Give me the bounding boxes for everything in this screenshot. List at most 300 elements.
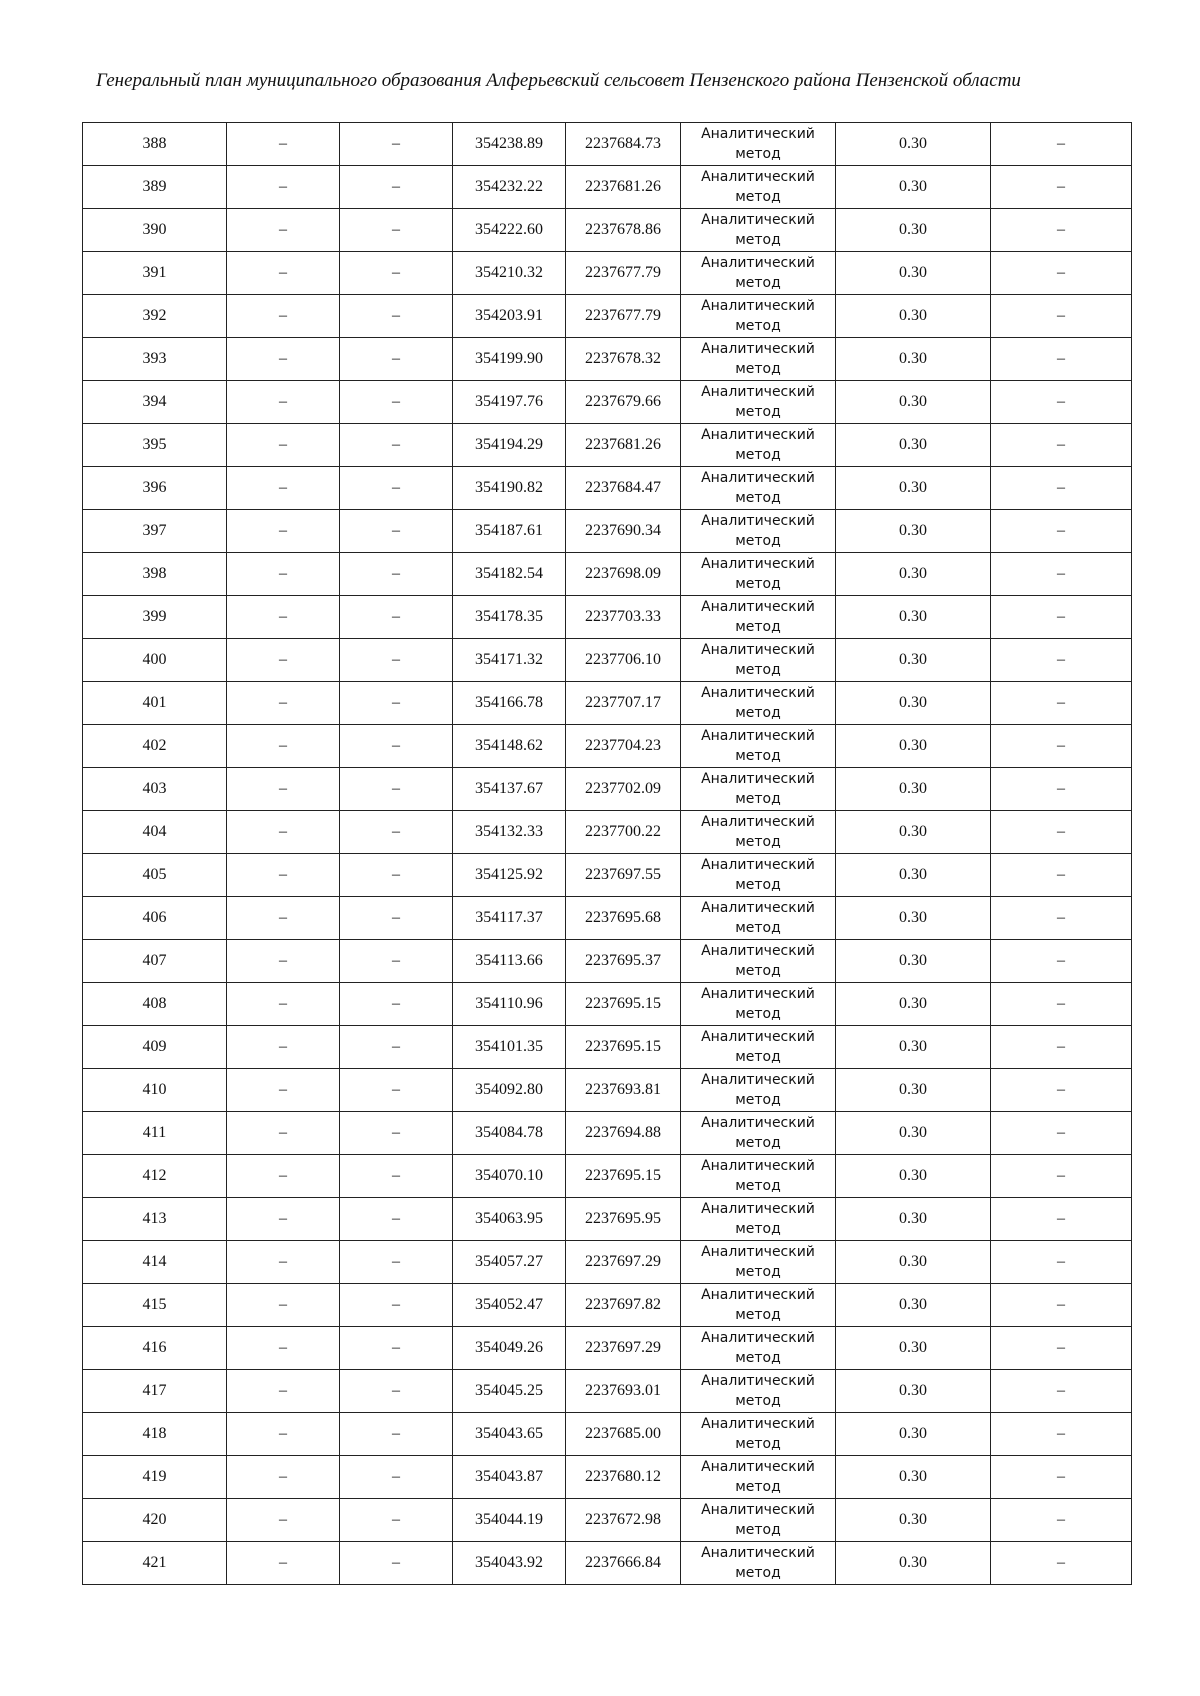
point-number-cell: 403 bbox=[83, 768, 227, 811]
x-coordinate-cell: 354132.33 bbox=[453, 811, 566, 854]
point-number-cell: 395 bbox=[83, 424, 227, 467]
method-text: метод bbox=[735, 1307, 781, 1323]
method-text: Аналитический bbox=[701, 1115, 815, 1131]
accuracy-cell: 0.30 bbox=[836, 897, 991, 940]
point-number-cell: 409 bbox=[83, 1026, 227, 1069]
empty-cell: – bbox=[991, 682, 1132, 725]
method-text: Аналитический bbox=[701, 470, 815, 486]
method-text: метод bbox=[735, 1135, 781, 1151]
method-text: Аналитический bbox=[701, 255, 815, 271]
accuracy-cell: 0.30 bbox=[836, 1499, 991, 1542]
empty-cell: – bbox=[340, 1456, 453, 1499]
table-row bbox=[83, 1112, 1132, 1155]
method-cell bbox=[681, 1112, 836, 1155]
point-number-cell: 415 bbox=[83, 1284, 227, 1327]
method-cell bbox=[681, 854, 836, 897]
accuracy-cell: 0.30 bbox=[836, 1413, 991, 1456]
x-coordinate-cell: 354049.26 bbox=[453, 1327, 566, 1370]
method-cell bbox=[681, 940, 836, 983]
method-text: метод bbox=[735, 576, 781, 592]
method-cell bbox=[681, 123, 836, 166]
point-number-cell: 396 bbox=[83, 467, 227, 510]
x-coordinate-cell: 354190.82 bbox=[453, 467, 566, 510]
x-coordinate-cell: 354199.90 bbox=[453, 338, 566, 381]
method-text: метод bbox=[735, 1522, 781, 1538]
method-text: Аналитический bbox=[701, 1330, 815, 1346]
x-coordinate-cell: 354063.95 bbox=[453, 1198, 566, 1241]
empty-cell: – bbox=[340, 854, 453, 897]
empty-cell: – bbox=[340, 1241, 453, 1284]
empty-cell: – bbox=[991, 1413, 1132, 1456]
y-coordinate-cell: 2237698.09 bbox=[566, 553, 681, 596]
empty-cell: – bbox=[340, 725, 453, 768]
accuracy-cell: 0.30 bbox=[836, 1542, 991, 1585]
accuracy-cell: 0.30 bbox=[836, 639, 991, 682]
empty-cell: – bbox=[227, 940, 340, 983]
empty-cell: – bbox=[340, 424, 453, 467]
method-cell bbox=[681, 510, 836, 553]
method-text: Аналитический bbox=[701, 986, 815, 1002]
accuracy-cell: 0.30 bbox=[836, 983, 991, 1026]
y-coordinate-cell: 2237704.23 bbox=[566, 725, 681, 768]
table-row bbox=[83, 1241, 1132, 1284]
x-coordinate-cell: 354197.76 bbox=[453, 381, 566, 424]
accuracy-cell: 0.30 bbox=[836, 725, 991, 768]
point-number-cell: 400 bbox=[83, 639, 227, 682]
accuracy-cell: 0.30 bbox=[836, 1241, 991, 1284]
accuracy-cell: 0.30 bbox=[836, 209, 991, 252]
method-text: метод bbox=[735, 791, 781, 807]
x-coordinate-cell: 354113.66 bbox=[453, 940, 566, 983]
method-text: метод bbox=[735, 404, 781, 420]
y-coordinate-cell: 2237672.98 bbox=[566, 1499, 681, 1542]
empty-cell: – bbox=[227, 983, 340, 1026]
x-coordinate-cell: 354101.35 bbox=[453, 1026, 566, 1069]
method-cell bbox=[681, 209, 836, 252]
empty-cell: – bbox=[227, 897, 340, 940]
point-number-cell: 391 bbox=[83, 252, 227, 295]
point-number-cell: 413 bbox=[83, 1198, 227, 1241]
empty-cell: – bbox=[227, 1456, 340, 1499]
empty-cell: – bbox=[340, 1413, 453, 1456]
empty-cell: – bbox=[340, 467, 453, 510]
empty-cell: – bbox=[991, 811, 1132, 854]
y-coordinate-cell: 2237702.09 bbox=[566, 768, 681, 811]
empty-cell: – bbox=[991, 1370, 1132, 1413]
y-coordinate-cell: 2237677.79 bbox=[566, 252, 681, 295]
method-text: метод bbox=[735, 1479, 781, 1495]
point-number-cell: 394 bbox=[83, 381, 227, 424]
x-coordinate-cell: 354044.19 bbox=[453, 1499, 566, 1542]
y-coordinate-cell: 2237703.33 bbox=[566, 596, 681, 639]
x-coordinate-cell: 354117.37 bbox=[453, 897, 566, 940]
empty-cell: – bbox=[340, 1155, 453, 1198]
y-coordinate-cell: 2237697.82 bbox=[566, 1284, 681, 1327]
empty-cell: – bbox=[227, 295, 340, 338]
table-row bbox=[83, 682, 1132, 725]
method-text: метод bbox=[735, 834, 781, 850]
y-coordinate-cell: 2237695.15 bbox=[566, 1155, 681, 1198]
table-row bbox=[83, 338, 1132, 381]
empty-cell: – bbox=[340, 1370, 453, 1413]
method-text: Аналитический bbox=[701, 900, 815, 916]
empty-cell: – bbox=[340, 209, 453, 252]
method-text: метод bbox=[735, 146, 781, 162]
empty-cell: – bbox=[227, 596, 340, 639]
table-row bbox=[83, 381, 1132, 424]
y-coordinate-cell: 2237679.66 bbox=[566, 381, 681, 424]
empty-cell: – bbox=[991, 123, 1132, 166]
x-coordinate-cell: 354210.32 bbox=[453, 252, 566, 295]
method-text: Аналитический bbox=[701, 642, 815, 658]
point-number-cell: 417 bbox=[83, 1370, 227, 1413]
empty-cell: – bbox=[991, 252, 1132, 295]
accuracy-cell: 0.30 bbox=[836, 1370, 991, 1413]
empty-cell: – bbox=[227, 1284, 340, 1327]
method-text: Аналитический bbox=[701, 943, 815, 959]
method-text: Аналитический bbox=[701, 685, 815, 701]
x-coordinate-cell: 354178.35 bbox=[453, 596, 566, 639]
point-number-cell: 411 bbox=[83, 1112, 227, 1155]
method-text: Аналитический bbox=[701, 341, 815, 357]
method-text: Аналитический bbox=[701, 814, 815, 830]
empty-cell: – bbox=[227, 639, 340, 682]
method-cell bbox=[681, 295, 836, 338]
accuracy-cell: 0.30 bbox=[836, 338, 991, 381]
y-coordinate-cell: 2237684.73 bbox=[566, 123, 681, 166]
table-row bbox=[83, 1542, 1132, 1585]
empty-cell: – bbox=[340, 1284, 453, 1327]
method-cell bbox=[681, 811, 836, 854]
empty-cell: – bbox=[340, 639, 453, 682]
empty-cell: – bbox=[991, 854, 1132, 897]
table-row bbox=[83, 1413, 1132, 1456]
method-text: Аналитический bbox=[701, 1502, 815, 1518]
x-coordinate-cell: 354182.54 bbox=[453, 553, 566, 596]
x-coordinate-cell: 354043.87 bbox=[453, 1456, 566, 1499]
empty-cell: – bbox=[991, 510, 1132, 553]
table-row bbox=[83, 1499, 1132, 1542]
y-coordinate-cell: 2237706.10 bbox=[566, 639, 681, 682]
empty-cell: – bbox=[227, 209, 340, 252]
empty-cell: – bbox=[340, 1499, 453, 1542]
method-text: метод bbox=[735, 1350, 781, 1366]
method-text: метод bbox=[735, 1264, 781, 1280]
empty-cell: – bbox=[340, 1542, 453, 1585]
empty-cell: – bbox=[991, 940, 1132, 983]
empty-cell: – bbox=[227, 854, 340, 897]
table-row bbox=[83, 1155, 1132, 1198]
point-number-cell: 389 bbox=[83, 166, 227, 209]
empty-cell: – bbox=[227, 1155, 340, 1198]
empty-cell: – bbox=[227, 725, 340, 768]
x-coordinate-cell: 354045.25 bbox=[453, 1370, 566, 1413]
empty-cell: – bbox=[227, 553, 340, 596]
y-coordinate-cell: 2237695.15 bbox=[566, 1026, 681, 1069]
method-text: метод bbox=[735, 1178, 781, 1194]
table-row bbox=[83, 811, 1132, 854]
empty-cell: – bbox=[227, 1542, 340, 1585]
method-text: Аналитический bbox=[701, 1416, 815, 1432]
method-text: метод bbox=[735, 1006, 781, 1022]
method-text: метод bbox=[735, 490, 781, 506]
empty-cell: – bbox=[991, 897, 1132, 940]
empty-cell: – bbox=[227, 1499, 340, 1542]
method-text: метод bbox=[735, 920, 781, 936]
point-number-cell: 408 bbox=[83, 983, 227, 1026]
method-text: Аналитический bbox=[701, 1158, 815, 1174]
accuracy-cell: 0.30 bbox=[836, 510, 991, 553]
x-coordinate-cell: 354232.22 bbox=[453, 166, 566, 209]
x-coordinate-cell: 354137.67 bbox=[453, 768, 566, 811]
empty-cell: – bbox=[227, 682, 340, 725]
method-text: метод bbox=[735, 877, 781, 893]
empty-cell: – bbox=[340, 252, 453, 295]
empty-cell: – bbox=[340, 1069, 453, 1112]
empty-cell: – bbox=[340, 510, 453, 553]
empty-cell: – bbox=[227, 252, 340, 295]
x-coordinate-cell: 354148.62 bbox=[453, 725, 566, 768]
method-text: Аналитический bbox=[701, 1459, 815, 1475]
empty-cell: – bbox=[991, 1499, 1132, 1542]
empty-cell: – bbox=[340, 381, 453, 424]
empty-cell: – bbox=[227, 1241, 340, 1284]
empty-cell: – bbox=[340, 811, 453, 854]
point-number-cell: 399 bbox=[83, 596, 227, 639]
method-text: Аналитический bbox=[701, 556, 815, 572]
table-row bbox=[83, 209, 1132, 252]
method-cell bbox=[681, 725, 836, 768]
x-coordinate-cell: 354043.92 bbox=[453, 1542, 566, 1585]
empty-cell: – bbox=[227, 1112, 340, 1155]
method-text: Аналитический bbox=[701, 728, 815, 744]
y-coordinate-cell: 2237695.15 bbox=[566, 983, 681, 1026]
x-coordinate-cell: 354043.65 bbox=[453, 1413, 566, 1456]
method-text: метод bbox=[735, 705, 781, 721]
point-number-cell: 405 bbox=[83, 854, 227, 897]
x-coordinate-cell: 354203.91 bbox=[453, 295, 566, 338]
empty-cell: – bbox=[991, 725, 1132, 768]
x-coordinate-cell: 354194.29 bbox=[453, 424, 566, 467]
method-text: Аналитический bbox=[701, 1244, 815, 1260]
method-cell bbox=[681, 381, 836, 424]
method-cell bbox=[681, 1198, 836, 1241]
empty-cell: – bbox=[340, 682, 453, 725]
method-text: Аналитический bbox=[701, 427, 815, 443]
x-coordinate-cell: 354084.78 bbox=[453, 1112, 566, 1155]
point-number-cell: 406 bbox=[83, 897, 227, 940]
x-coordinate-cell: 354052.47 bbox=[453, 1284, 566, 1327]
method-cell bbox=[681, 1456, 836, 1499]
empty-cell: – bbox=[227, 166, 340, 209]
accuracy-cell: 0.30 bbox=[836, 1112, 991, 1155]
empty-cell: – bbox=[991, 596, 1132, 639]
method-cell bbox=[681, 682, 836, 725]
y-coordinate-cell: 2237694.88 bbox=[566, 1112, 681, 1155]
table-row bbox=[83, 510, 1132, 553]
empty-cell: – bbox=[991, 424, 1132, 467]
x-coordinate-cell: 354092.80 bbox=[453, 1069, 566, 1112]
empty-cell: – bbox=[340, 897, 453, 940]
point-number-cell: 412 bbox=[83, 1155, 227, 1198]
method-cell bbox=[681, 1026, 836, 1069]
x-coordinate-cell: 354222.60 bbox=[453, 209, 566, 252]
method-cell bbox=[681, 1155, 836, 1198]
method-text: Аналитический bbox=[701, 599, 815, 615]
empty-cell: – bbox=[991, 166, 1132, 209]
page-header: Генеральный план муниципального образования Алферьевский сельсовет Пензенского района Пензенской области bbox=[96, 70, 1021, 91]
accuracy-cell: 0.30 bbox=[836, 1069, 991, 1112]
point-number-cell: 410 bbox=[83, 1069, 227, 1112]
empty-cell: – bbox=[991, 1155, 1132, 1198]
y-coordinate-cell: 2237700.22 bbox=[566, 811, 681, 854]
y-coordinate-cell: 2237697.55 bbox=[566, 854, 681, 897]
x-coordinate-cell: 354171.32 bbox=[453, 639, 566, 682]
method-text: Аналитический bbox=[701, 1029, 815, 1045]
y-coordinate-cell: 2237697.29 bbox=[566, 1241, 681, 1284]
method-text: метод bbox=[735, 1092, 781, 1108]
x-coordinate-cell: 354070.10 bbox=[453, 1155, 566, 1198]
y-coordinate-cell: 2237697.29 bbox=[566, 1327, 681, 1370]
x-coordinate-cell: 354110.96 bbox=[453, 983, 566, 1026]
method-text: метод bbox=[735, 447, 781, 463]
method-text: Аналитический bbox=[701, 1545, 815, 1561]
empty-cell: – bbox=[340, 338, 453, 381]
method-cell bbox=[681, 252, 836, 295]
method-text: Аналитический bbox=[701, 513, 815, 529]
method-cell bbox=[681, 1413, 836, 1456]
point-number-cell: 388 bbox=[83, 123, 227, 166]
method-cell bbox=[681, 1370, 836, 1413]
point-number-cell: 404 bbox=[83, 811, 227, 854]
empty-cell: – bbox=[991, 1112, 1132, 1155]
accuracy-cell: 0.30 bbox=[836, 166, 991, 209]
empty-cell: – bbox=[991, 553, 1132, 596]
point-number-cell: 414 bbox=[83, 1241, 227, 1284]
x-coordinate-cell: 354187.61 bbox=[453, 510, 566, 553]
method-text: метод bbox=[735, 1049, 781, 1065]
method-cell bbox=[681, 1241, 836, 1284]
method-cell bbox=[681, 983, 836, 1026]
y-coordinate-cell: 2237695.68 bbox=[566, 897, 681, 940]
y-coordinate-cell: 2237684.47 bbox=[566, 467, 681, 510]
empty-cell: – bbox=[340, 983, 453, 1026]
table-row bbox=[83, 252, 1132, 295]
method-cell bbox=[681, 639, 836, 682]
empty-cell: – bbox=[340, 768, 453, 811]
accuracy-cell: 0.30 bbox=[836, 1198, 991, 1241]
empty-cell: – bbox=[340, 553, 453, 596]
empty-cell: – bbox=[227, 1069, 340, 1112]
empty-cell: – bbox=[340, 940, 453, 983]
accuracy-cell: 0.30 bbox=[836, 1284, 991, 1327]
method-text: метод bbox=[735, 619, 781, 635]
empty-cell: – bbox=[340, 1198, 453, 1241]
table-row bbox=[83, 897, 1132, 940]
empty-cell: – bbox=[340, 1327, 453, 1370]
table-row bbox=[83, 1327, 1132, 1370]
table-row bbox=[83, 467, 1132, 510]
x-coordinate-cell: 354238.89 bbox=[453, 123, 566, 166]
empty-cell: – bbox=[227, 1413, 340, 1456]
table-row bbox=[83, 295, 1132, 338]
method-text: метод bbox=[735, 748, 781, 764]
y-coordinate-cell: 2237693.81 bbox=[566, 1069, 681, 1112]
point-number-cell: 421 bbox=[83, 1542, 227, 1585]
empty-cell: – bbox=[991, 768, 1132, 811]
method-text: метод bbox=[735, 1221, 781, 1237]
method-cell bbox=[681, 467, 836, 510]
method-cell bbox=[681, 338, 836, 381]
table-row bbox=[83, 1069, 1132, 1112]
method-cell bbox=[681, 1542, 836, 1585]
x-coordinate-cell: 354125.92 bbox=[453, 854, 566, 897]
y-coordinate-cell: 2237707.17 bbox=[566, 682, 681, 725]
table-row bbox=[83, 1198, 1132, 1241]
accuracy-cell: 0.30 bbox=[836, 467, 991, 510]
empty-cell: – bbox=[991, 295, 1132, 338]
method-text: Аналитический bbox=[701, 169, 815, 185]
empty-cell: – bbox=[227, 381, 340, 424]
y-coordinate-cell: 2237681.26 bbox=[566, 166, 681, 209]
y-coordinate-cell: 2237685.00 bbox=[566, 1413, 681, 1456]
accuracy-cell: 0.30 bbox=[836, 1327, 991, 1370]
method-text: метод bbox=[735, 1436, 781, 1452]
empty-cell: – bbox=[227, 1370, 340, 1413]
table-row bbox=[83, 725, 1132, 768]
empty-cell: – bbox=[991, 467, 1132, 510]
method-cell bbox=[681, 424, 836, 467]
method-text: метод bbox=[735, 963, 781, 979]
accuracy-cell: 0.30 bbox=[836, 1026, 991, 1069]
method-cell bbox=[681, 1069, 836, 1112]
method-text: Аналитический bbox=[701, 1072, 815, 1088]
y-coordinate-cell: 2237690.34 bbox=[566, 510, 681, 553]
method-text: метод bbox=[735, 232, 781, 248]
method-text: метод bbox=[735, 189, 781, 205]
method-text: Аналитический bbox=[701, 126, 815, 142]
point-number-cell: 407 bbox=[83, 940, 227, 983]
table-row bbox=[83, 1456, 1132, 1499]
empty-cell: – bbox=[340, 166, 453, 209]
table-row bbox=[83, 639, 1132, 682]
method-text: метод bbox=[735, 318, 781, 334]
method-text: метод bbox=[735, 1393, 781, 1409]
y-coordinate-cell: 2237680.12 bbox=[566, 1456, 681, 1499]
point-number-cell: 416 bbox=[83, 1327, 227, 1370]
method-text: метод bbox=[735, 361, 781, 377]
point-number-cell: 420 bbox=[83, 1499, 227, 1542]
method-cell bbox=[681, 596, 836, 639]
empty-cell: – bbox=[991, 1542, 1132, 1585]
empty-cell: – bbox=[227, 811, 340, 854]
accuracy-cell: 0.30 bbox=[836, 682, 991, 725]
table-row bbox=[83, 553, 1132, 596]
empty-cell: – bbox=[991, 1241, 1132, 1284]
accuracy-cell: 0.30 bbox=[836, 553, 991, 596]
empty-cell: – bbox=[227, 123, 340, 166]
accuracy-cell: 0.30 bbox=[836, 123, 991, 166]
y-coordinate-cell: 2237678.86 bbox=[566, 209, 681, 252]
empty-cell: – bbox=[991, 381, 1132, 424]
empty-cell: – bbox=[991, 1456, 1132, 1499]
accuracy-cell: 0.30 bbox=[836, 596, 991, 639]
method-text: метод bbox=[735, 662, 781, 678]
empty-cell: – bbox=[227, 467, 340, 510]
x-coordinate-cell: 354166.78 bbox=[453, 682, 566, 725]
y-coordinate-cell: 2237693.01 bbox=[566, 1370, 681, 1413]
method-text: Аналитический bbox=[701, 298, 815, 314]
